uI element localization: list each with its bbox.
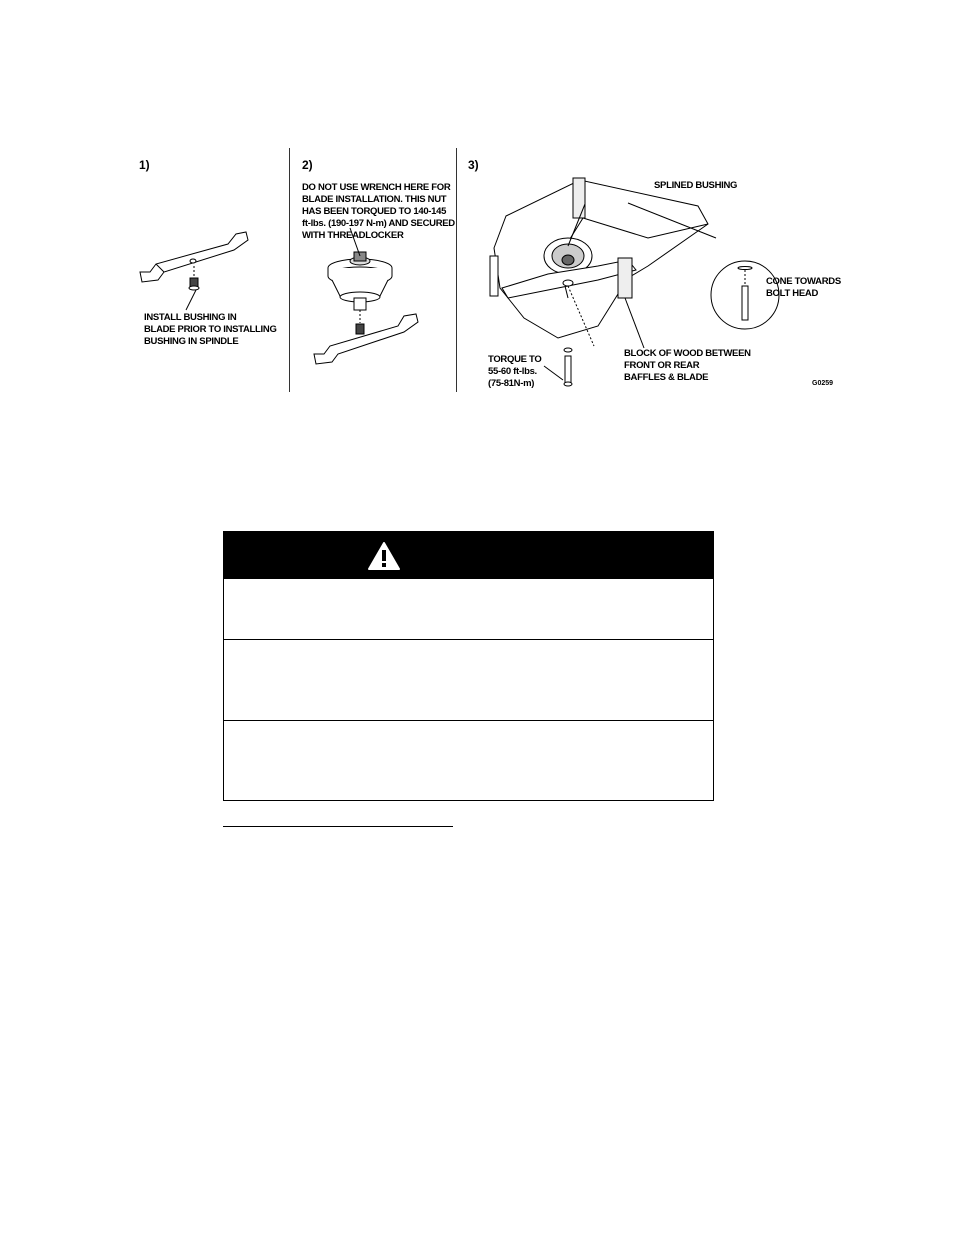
warning-row — [224, 721, 713, 801]
panel-2-callout: DO NOT USE WRENCH HERE FOR BLADE INSTALLATION. THIS NUT HAS BEEN TORQUED TO 140-145 ft-lbs. (190-197 N-m) AND SECURED WITH THREADLOCKER — [302, 182, 455, 241]
warning-row — [224, 579, 713, 640]
panel-divider — [289, 148, 290, 392]
panel-1-number: 1) — [139, 158, 150, 172]
warning-triangle-icon — [367, 541, 401, 571]
warning-row — [224, 640, 713, 721]
footnote-rule — [223, 826, 453, 827]
torque-callout: TORQUE TO 55-60 ft-lbs. (75-81N-m) — [488, 354, 542, 389]
cone-callout: CONE TOWARDS BOLT HEAD — [766, 276, 841, 299]
splined-bushing-callout: SPLINED BUSHING — [654, 180, 738, 191]
warning-box — [223, 531, 714, 801]
figure-code: G0259 — [812, 380, 834, 387]
warning-header — [224, 532, 713, 579]
panel-1-callout: INSTALL BUSHING IN BLADE PRIOR TO INSTALLING BUSHING IN SPINDLE — [144, 312, 277, 347]
panel-3-number: 3) — [468, 158, 479, 172]
installation-figure — [128, 148, 848, 396]
panel-divider — [456, 148, 457, 392]
wood-block-callout: BLOCK OF WOOD BETWEEN FRONT OR REAR BAFFLES & BLADE — [624, 348, 751, 383]
panel-2-number: 2) — [302, 158, 313, 172]
